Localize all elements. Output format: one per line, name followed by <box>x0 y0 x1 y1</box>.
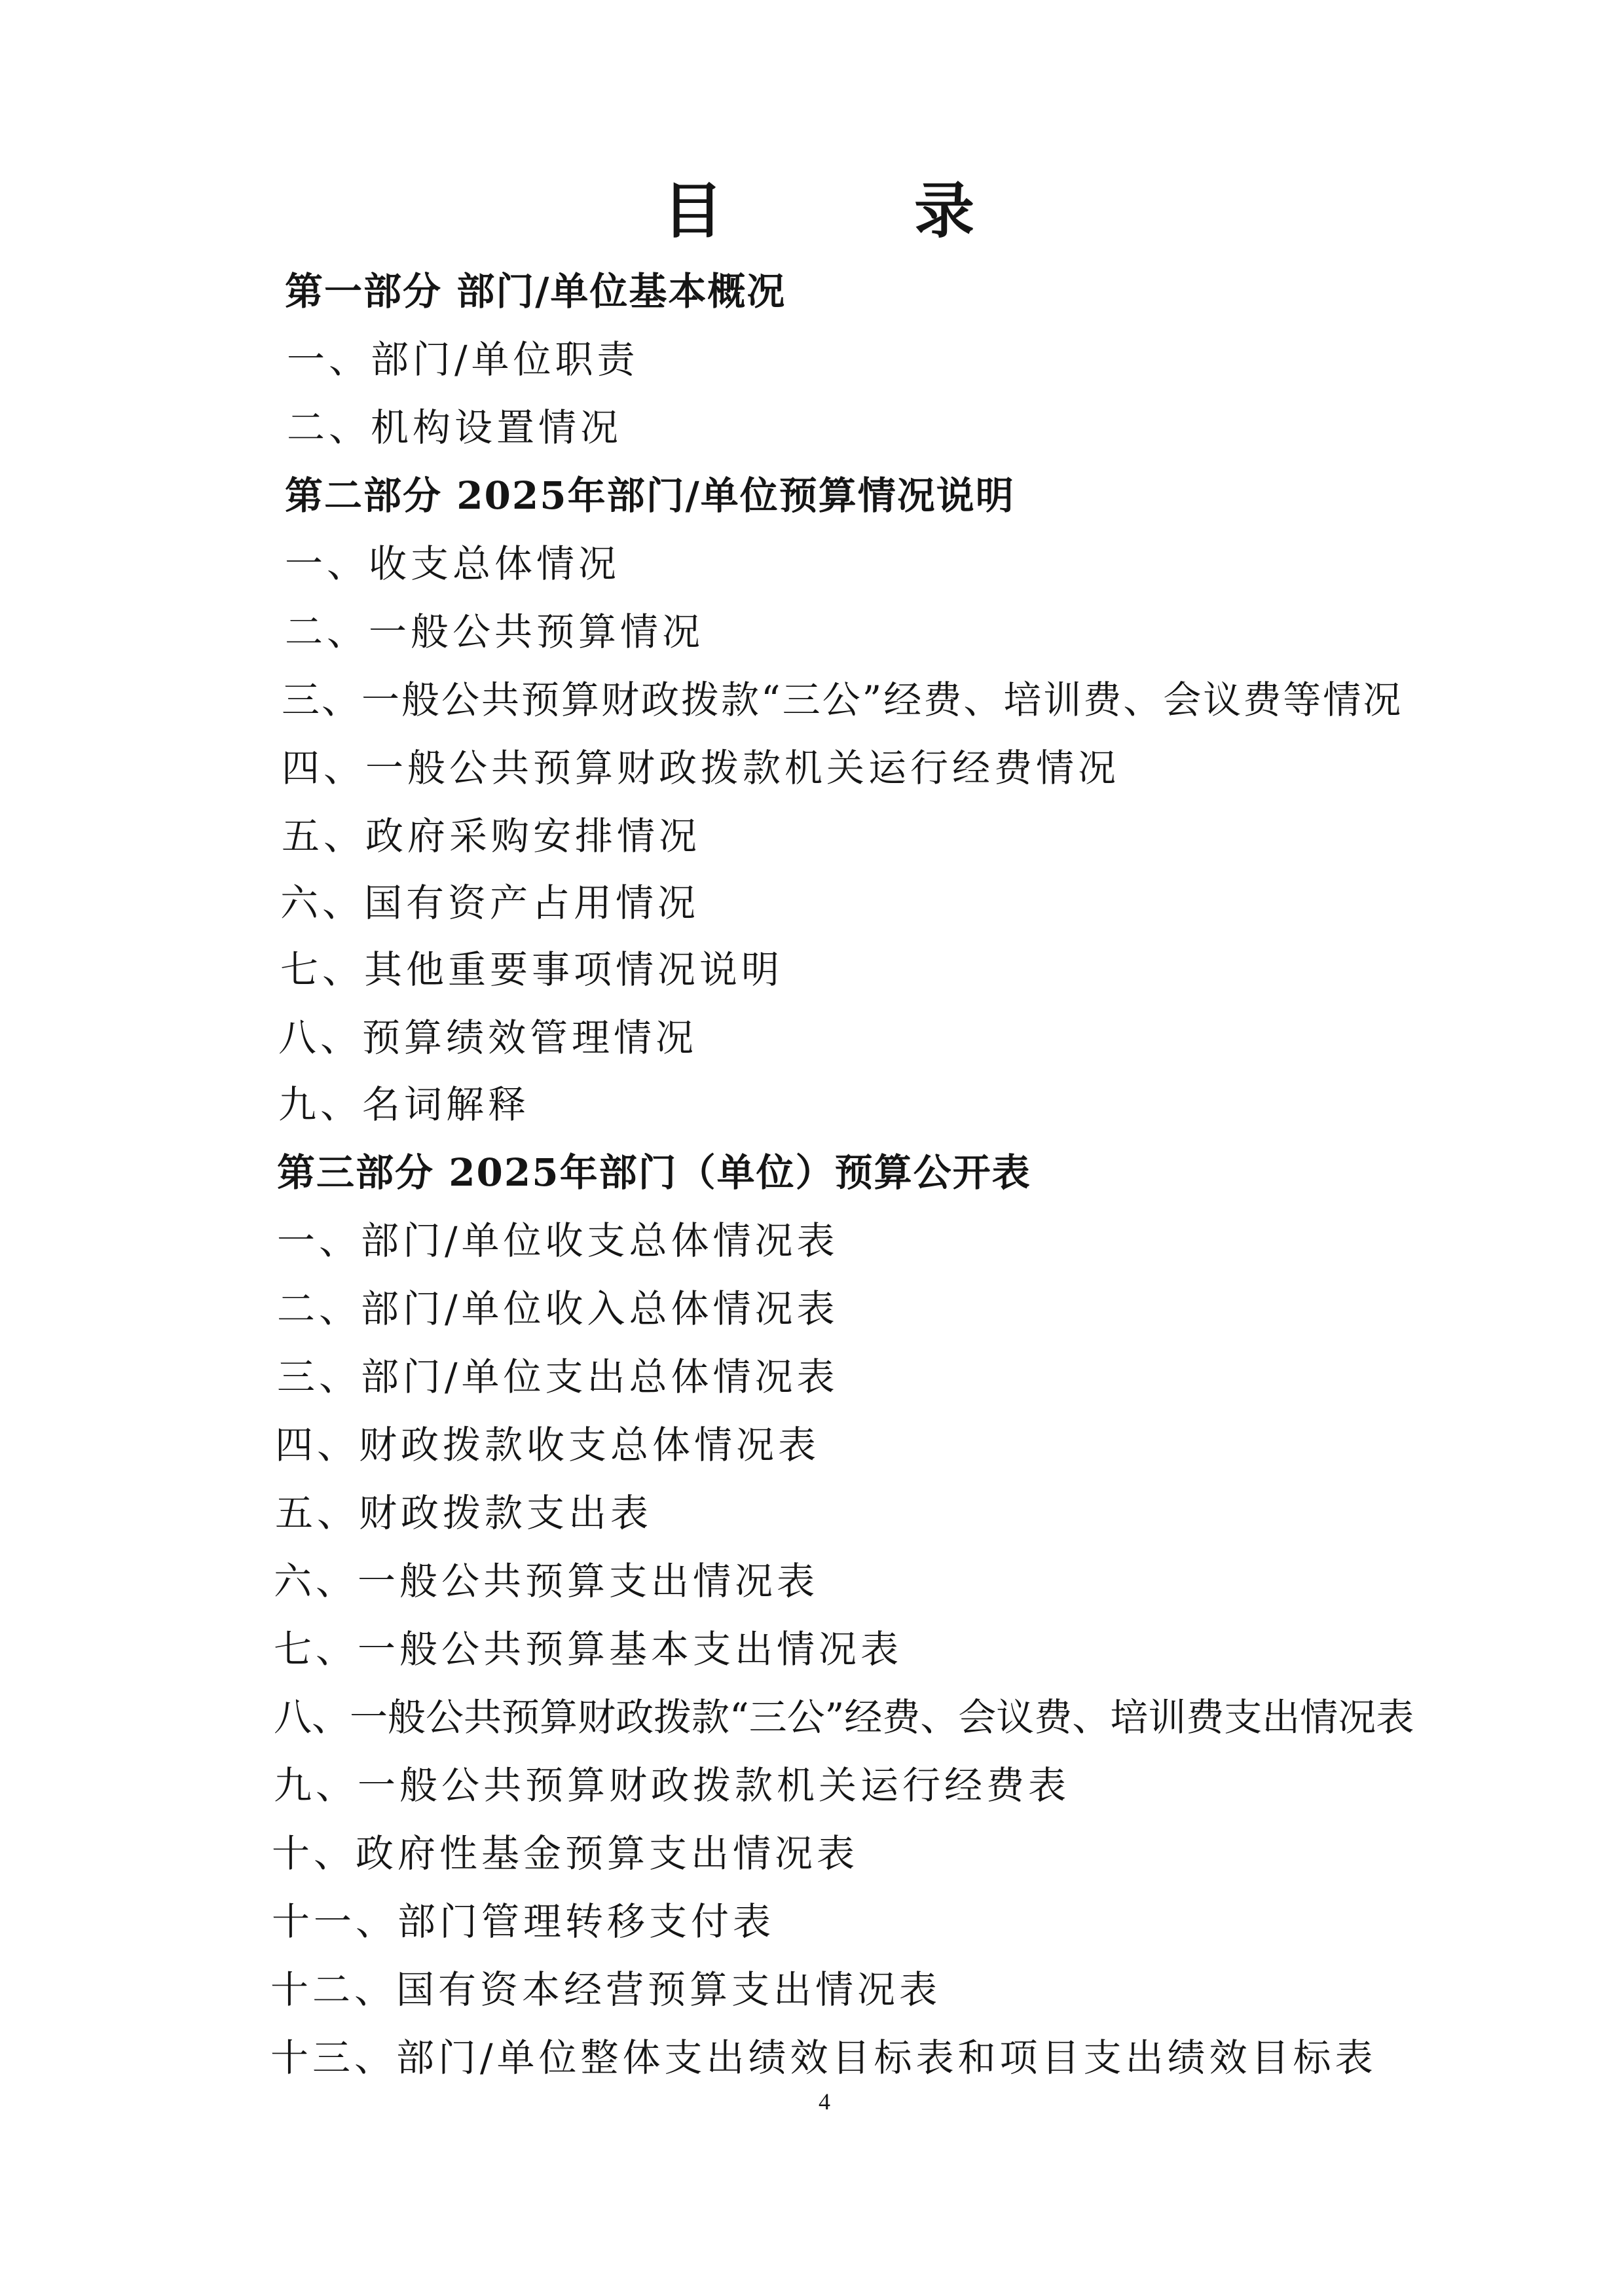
toc-item: 二、机构设置情况 <box>287 405 623 450</box>
toc-part-heading: 第一部分 部门/单位基本概况 <box>285 269 786 314</box>
toc-part-heading: 第二部分 2025年部门/单位预算情况说明 <box>285 473 1015 518</box>
toc-item: 十三、部门/单位整体支出绩效目标表和项目支出绩效目标表 <box>270 2035 1377 2080</box>
toc-item: 三、一般公共预算财政拨款“三公”经费、培训费、会议费等情况 <box>282 678 1403 722</box>
toc-item: 一、部门/单位收支总体情况表 <box>277 1218 839 1263</box>
toc-item: 九、一般公共预算财政拨款机关运行经费表 <box>274 1763 1071 1808</box>
toc-item: 十二、国有资本经营预算支出情况表 <box>270 1967 942 2012</box>
toc-part-heading: 第三部分 2025年部门（单位）预算公开表 <box>277 1150 1031 1195</box>
toc-item: 十、政府性基金预算支出情况表 <box>272 1831 859 1876</box>
toc-item: 六、一般公共预算支出情况表 <box>274 1559 819 1603</box>
toc-item: 七、其他重要事项情况说明 <box>280 947 784 992</box>
toc-item: 九、名词解释 <box>278 1082 530 1127</box>
toc-item: 二、部门/单位收入总体情况表 <box>277 1286 839 1331</box>
page-number: 4 <box>819 2088 830 2115</box>
table-of-contents <box>0 265 1624 2131</box>
toc-item: 五、政府采购安排情况 <box>282 814 701 858</box>
toc-item: 二、一般公共预算情况 <box>285 610 705 654</box>
toc-item: 六、国有资产占用情况 <box>280 881 700 925</box>
toc-item: 三、部门/单位支出总体情况表 <box>277 1355 839 1399</box>
toc-item: 十一、部门管理转移支付表 <box>272 1899 775 1944</box>
page-title: 目 录 <box>662 175 1040 246</box>
toc-item: 七、一般公共预算基本支出情况表 <box>274 1627 903 1671</box>
toc-item: 四、财政拨款收支总体情况表 <box>275 1423 821 1467</box>
toc-item: 四、一般公共预算财政拨款机关运行经费情况 <box>282 746 1120 790</box>
toc-item: 一、部门/单位职责 <box>287 337 639 382</box>
toc-item: 八、一般公共预算财政拨款“三公”经费、会议费、培训费支出情况表 <box>274 1695 1414 1740</box>
toc-item: 八、预算绩效管理情况 <box>278 1015 698 1060</box>
toc-item: 一、收支总体情况 <box>285 541 621 586</box>
toc-item: 五、财政拨款支出表 <box>275 1491 653 1535</box>
